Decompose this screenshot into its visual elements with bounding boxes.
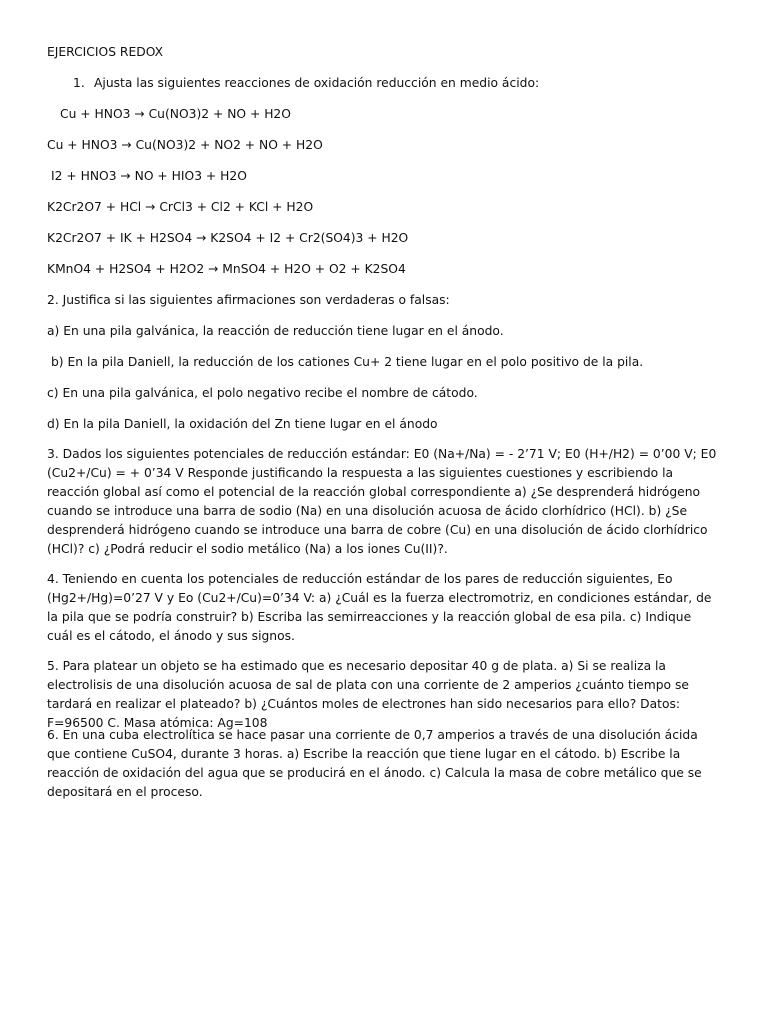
question-2-prompt: 2. Justifica si las siguientes afirmaciones son verdaderas o falsas: [47, 293, 450, 307]
reaction-6: KMnO4 + H2SO4 + H2O2 → MnSO4 + H2O + O2 + K2SO4 [47, 262, 406, 276]
question-5-text: 5. Para platear un objeto se ha estimado que es necesario depositar 40 g de plata. a) Si se realiza la electrolisis de una disolución acuosa de sal de plata con una corriente de 2 amperios ¿cuánto tiempo se tardará en realizar el plateado? b) ¿Cuántos moles de electrones han sido necesarios para ello? Datos: F=96500 C. Masa atómica: Ag=108 [47, 659, 689, 730]
reaction-3: I2 + HNO3 → NO + HIO3 + H2O [51, 169, 247, 183]
question-6-text: 6. En una cuba electrolítica se hace pasar una corriente de 0,7 amperios a través de una disolución ácida que contiene CuSO4, durante 3 horas. a) Escribe la reacción que tiene lugar en el cátodo. b) Escribe la reacción de oxidación del agua que se producirá en el ánodo. c) Calcula la masa de cobre metálico que se depositará en el proceso. [47, 728, 702, 799]
question-1-prompt [73, 75, 539, 91]
reaction-5: K2Cr2O7 + IK + H2SO4 → K2SO4 + I2 + Cr2(SO4)3 + H2O [47, 231, 409, 245]
question-1-prompt-text: Ajusta las siguientes reacciones de oxidación reducción en medio ácido: [94, 76, 540, 90]
document-title: EJERCICIOS REDOX [47, 45, 164, 59]
question-2-item-b: b) En la pila Daniell, la reducción de los cationes Cu+ 2 tiene lugar en el polo positivo de la pila. [51, 355, 644, 369]
question-4-text: 4. Teniendo en cuenta los potenciales de reducción estándar de los pares de reducción siguientes, Eo (Hg2+/Hg)=0’27 V y Eo (Cu2+/Cu)=0’34 V: a) ¿Cuál es la fuerza electromotriz, en condiciones estándar, de la pila que se podría construir? b) Escriba las semirreacciones y la reacción global de esa pila. c) Indique cuál es el cátodo, el ánodo y sus signos. [47, 572, 712, 643]
question-2-item-c: c) En una pila galvánica, el polo negativo recibe el nombre de cátodo. [47, 386, 478, 400]
question-2-item-d: d) En la pila Daniell, la oxidación del Zn tiene lugar en el ánodo [47, 417, 438, 431]
reaction-2: Cu + HNO3 → Cu(NO3)2 + NO2 + NO + H2O [47, 138, 323, 152]
question-2-item-a: a) En una pila galvánica, la reacción de reducción tiene lugar en el ánodo. [47, 324, 504, 338]
reaction-1: Cu + HNO3 → Cu(NO3)2 + NO + H2O [60, 107, 291, 121]
question-3-text: 3. Dados los siguientes potenciales de reducción estándar: E0 (Na+/Na) = - 2’71 V; E0 (H+/H2) = 0’00 V; E0 (Cu2+/Cu) = + 0’34 V Responde justificando la respuesta a las siguientes cuestiones y escribiendo la reacción global así como el potencial de la reacción global correspondiente a) ¿Se desprenderá hidrógeno cuando se introduce una barra de sodio (Na) en una disolución acuosa de ácido clorhídrico (HCl). b) ¿Se desprenderá hidrógeno cuando se introduce una barra de cobre (Cu) en una disolución de ácido clorhídrico (HCl)? c) ¿Podrá reducir el sodio metálico (Na) a los iones Cu(II)?. [47, 447, 717, 556]
reaction-4: K2Cr2O7 + HCl → CrCl3 + Cl2 + KCl + H2O [47, 200, 314, 214]
question-1-number: 1. [73, 76, 85, 90]
